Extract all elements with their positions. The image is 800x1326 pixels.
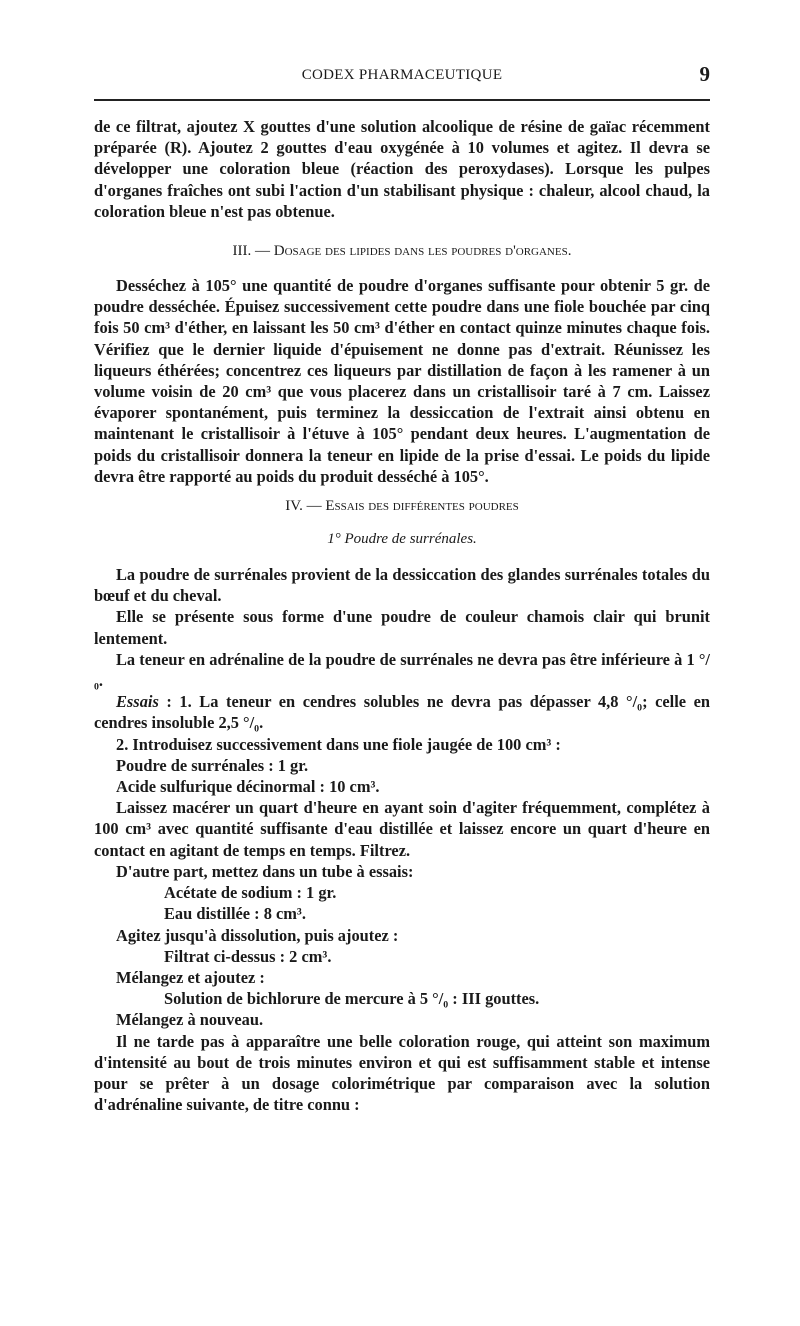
text-line: Filtrat ci-dessus : 2 cm³.	[164, 946, 332, 966]
section-heading-iii: III. — Dosage des lipides dans les poudres d'organes.	[232, 243, 572, 260]
essais-label: Essais	[116, 692, 159, 712]
paragraph-essais	[94, 691, 710, 733]
paragraph: Il ne tarde pas à apparaître une belle coloration rouge, qui atteint son maximum d'intensité au bout de trois minutes environ et qui est suffisamment stable et intense pour se prêter à un dosage colorimétrique par comparaison avec la solution d'adrénaline suivante, de titre connu :	[94, 1031, 710, 1115]
text-line: Acétate de sodium : 1 gr.	[164, 883, 337, 903]
subsection-heading: 1° Poudre de surrénales.	[327, 531, 477, 548]
section-heading-iv: IV. — Essais des différentes poudres	[285, 498, 519, 515]
text-line: Mélangez à nouveau.	[116, 1010, 264, 1030]
header-rule	[94, 99, 710, 101]
text-line: D'autre part, mettez dans un tube à essais:	[116, 861, 414, 881]
paragraph: La poudre de surrénales provient de la dessiccation des glandes surrénales totales du bœuf et du cheval.	[94, 565, 710, 606]
essais-text: : 1. La teneur en cendres solubles ne devra pas dépasser 4,8 °/₀; celle en cendres insoluble 2,5 °/₀.	[94, 692, 710, 733]
paragraph: La teneur en adrénaline de la poudre de surrénales ne devra pas être inférieure à 1 °/₀.	[94, 649, 710, 691]
text-line: Poudre de surrénales : 1 gr.	[116, 755, 309, 775]
running-header	[94, 64, 710, 90]
text-line: Eau distillée : 8 cm³.	[164, 904, 306, 924]
text-line: Acide sulfurique décinormal : 10 cm³.	[116, 777, 380, 797]
paragraph: Elle se présente sous forme d'une poudre de couleur chamois clair qui brunit lentement.	[94, 607, 710, 648]
text-line: 2. Introduisez successivement dans une fiole jaugée de 100 cm³ :	[116, 734, 561, 754]
paragraph: Desséchez à 105° une quantité de poudre d'organes suffisante pour obtenir 5 gr. de poudre desséchée. Épuisez successivement cette poudre dans une fiole bouchée par cinq fois 50 cm³ d'éther, en laissant les 50 cm³ d'éther en contact quinze minutes chaque fois. Vérifiez que le dernier liquide d'épuisement ne donne pas d'extrait. Réunissez les liqueurs éthérées; concentrez ces liqueurs par distillation de façon à les ramener à un volume voisin de 20 cm³ que vous placerez dans un cristallisoir taré à 7 cm. Laissez évaporer spontanément, puis terminez la dessiccation de l'extrait ainsi obtenu en maintenant le cristallisoir à l'étuve à 105° pendant deux heures. L'augmentation de poids du cristallisoir donnera la teneur en lipide de la prise d'essai. Le poids du lipide devra être rapporté au poids du produit desséché à 105°.	[94, 276, 710, 486]
page-body	[94, 116, 710, 1115]
paragraph: Laissez macérer un quart d'heure en ayant soin d'agiter fréquemment, complétez à 100 cm³ avec quantité suffisante d'eau distillée et laissez encore un quart d'heure en contact en agitant de temps en temps. Filtrez.	[94, 798, 710, 860]
page-number: 9	[699, 62, 710, 86]
text-line: Mélangez et ajoutez :	[116, 967, 265, 987]
paragraph: de ce filtrat, ajoutez X gouttes d'une solution alcoolique de résine de gaïac récemment préparée (R). Ajoutez 2 gouttes d'eau oxygénée à 10 volumes et agitez. Il devra se développer une coloration bleue (réaction des peroxydases). Lorsque les pulpes d'organes fraîches ont subi l'action d'un stabilisant physique : chaleur, alcool chaud, la coloration bleue n'est pas obtenue.	[94, 117, 710, 221]
running-title: CODEX PHARMACEUTIQUE	[301, 67, 503, 83]
text-line: Agitez jusqu'à dissolution, puis ajoutez :	[116, 925, 399, 945]
text-line: Solution de bichlorure de mercure à 5 °/₀ : III gouttes.	[164, 989, 540, 1009]
